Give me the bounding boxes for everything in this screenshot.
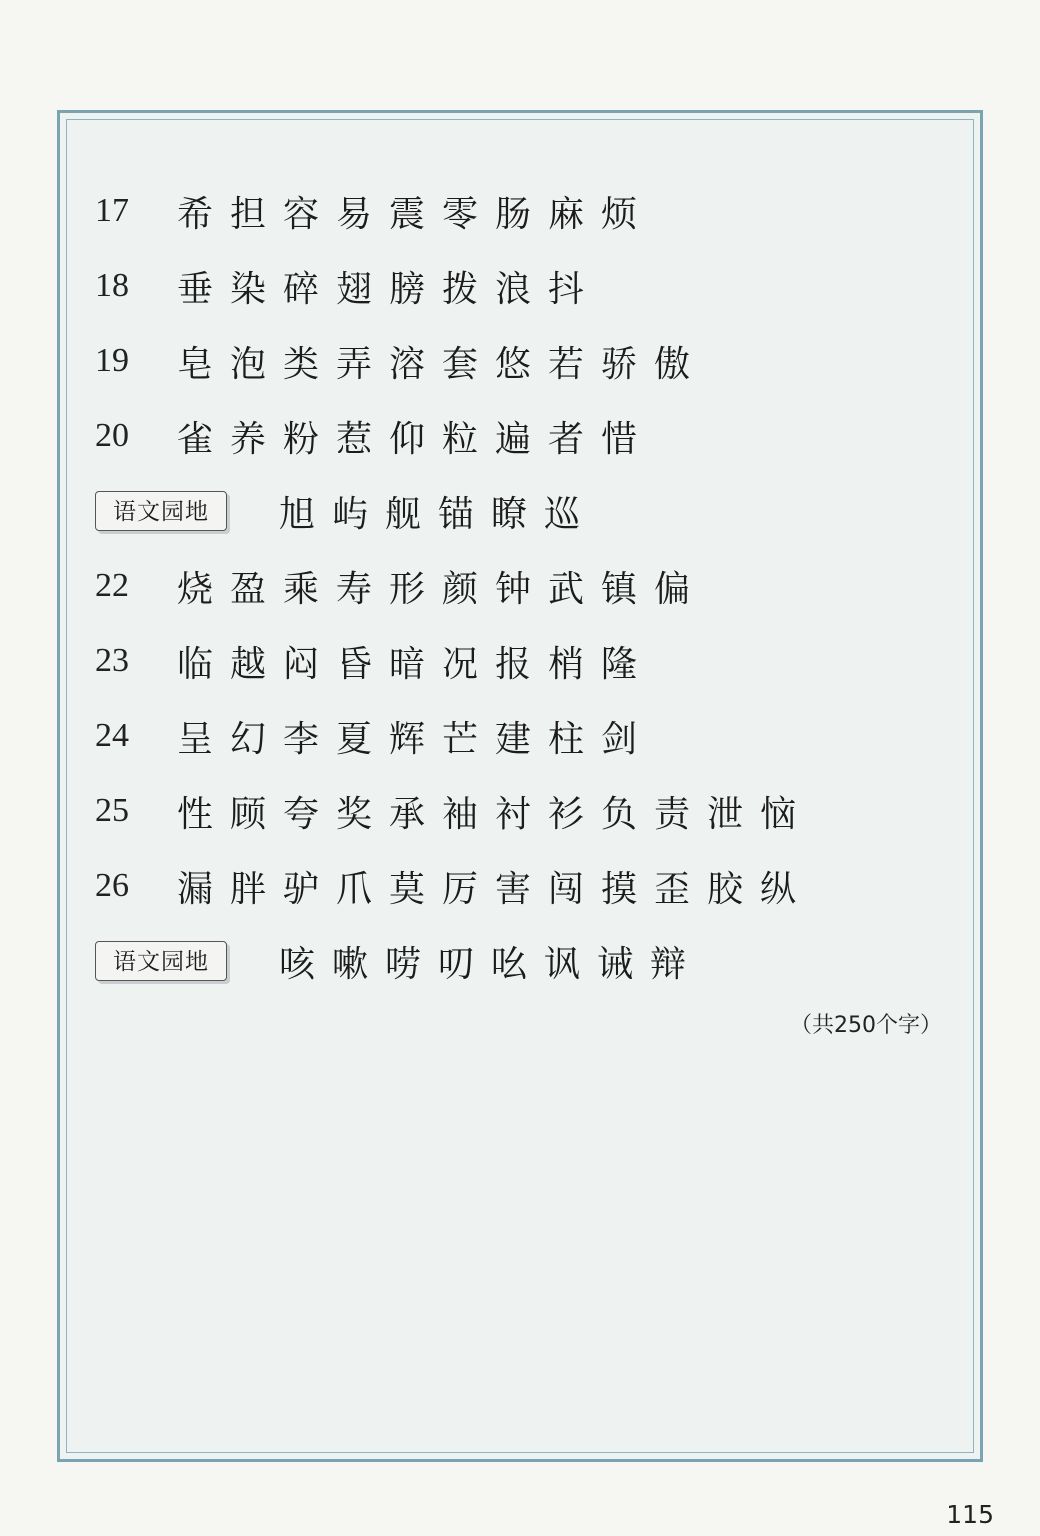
list-row-26 (95, 856, 813, 916)
list-row-yuwen-yuandi-1 (95, 481, 597, 541)
list-row-19 (95, 331, 707, 391)
list-row-18 (95, 256, 601, 316)
lesson-number: 22 (95, 567, 129, 604)
lesson-number: 25 (95, 792, 129, 829)
yuwen-yuandi-badge: 语文园地 (95, 941, 227, 981)
list-row-20 (95, 406, 654, 466)
lesson-number: 20 (95, 417, 129, 454)
character-set: 性顾夸奖承袖衬衫负责泄恼 (177, 793, 814, 835)
list-row-23 (95, 631, 654, 691)
character-set: 呈幻李夏辉芒建柱剑 (177, 718, 655, 760)
character-total: （共250个字） (790, 1013, 942, 1038)
character-set: 旭屿舰锚瞭巡 (279, 493, 598, 535)
character-set: 希担容易震零肠麻烦 (177, 193, 655, 235)
list-row-22 (95, 556, 707, 616)
lesson-number: 23 (95, 642, 129, 679)
character-set: 临越闷昏暗况报梢隆 (177, 643, 655, 685)
character-set: 垂染碎翅膀拨浪抖 (177, 268, 602, 310)
lesson-number: 18 (95, 267, 129, 304)
character-list-frame (57, 110, 983, 1462)
character-set: 漏胖驴爪莫厉害闯摸歪胶纵 (177, 868, 814, 910)
lesson-number: 26 (95, 867, 129, 904)
yuwen-yuandi-badge: 语文园地 (95, 491, 227, 531)
list-row-24 (95, 706, 654, 766)
character-set: 皂泡类弄溶套悠若骄傲 (177, 343, 708, 385)
list-row-25 (95, 781, 813, 841)
character-set: 咳嗽唠叨吆讽诫辩 (279, 943, 704, 985)
character-set: 雀养粉惹仰粒遍者惜 (177, 418, 655, 460)
list-row-yuwen-yuandi-2 (95, 931, 703, 991)
page-number: 115 (946, 1500, 994, 1529)
list-row-17 (95, 181, 654, 241)
lesson-number: 19 (95, 342, 129, 379)
lesson-number: 24 (95, 717, 129, 754)
character-set: 烧盈乘寿形颜钟武镇偏 (177, 568, 708, 610)
lesson-number: 17 (95, 192, 129, 229)
